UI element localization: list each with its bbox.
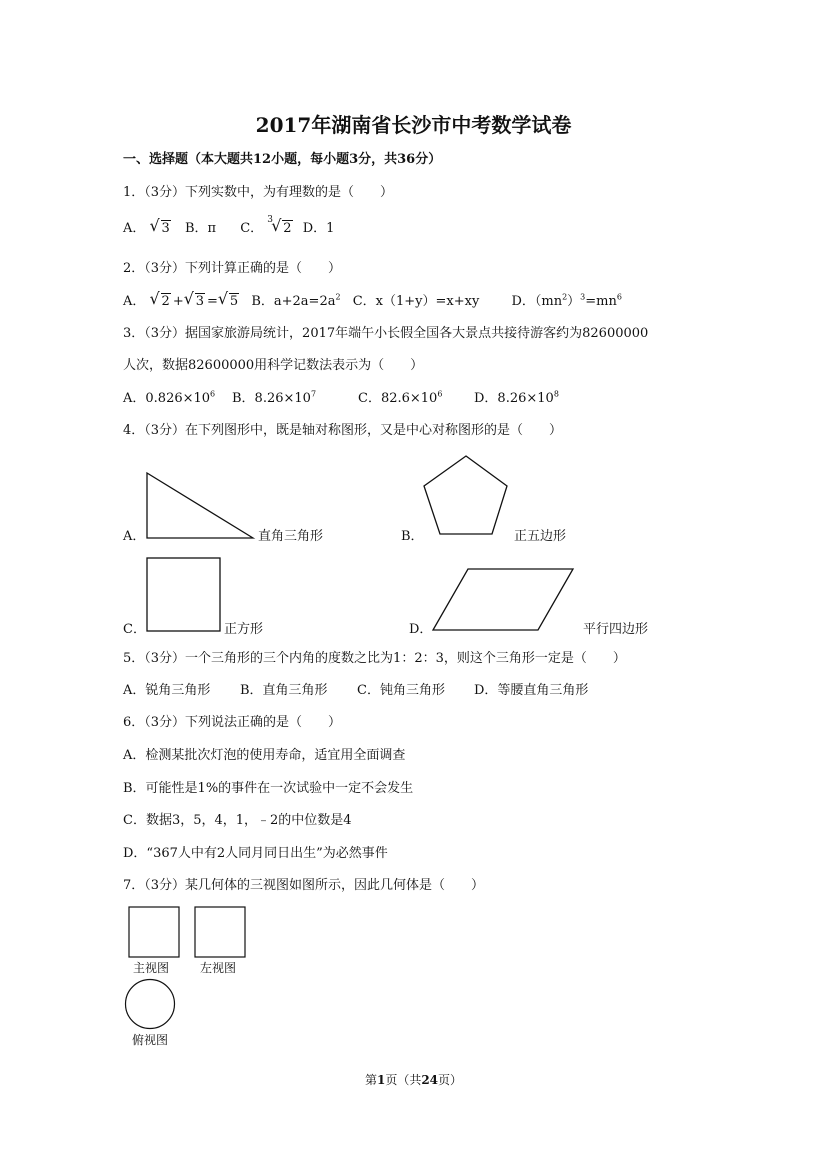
right-triangle-figure (140, 468, 260, 542)
q2-stem: 2．（3分）下列计算正确的是（ ） (123, 261, 342, 276)
q2-radical-3: √ 3 (183, 289, 204, 309)
q5-option-d: D．等腰直角三角形 (474, 683, 589, 698)
q4-option-b-name: 正五边形 (514, 529, 567, 544)
q3-stem-line2: 人次，数据82600000用科学记数法表示为（ ） (123, 358, 424, 373)
left-view-caption: 左视图 (200, 961, 237, 975)
q1-option-c-label: C． (240, 221, 264, 236)
q7-stem: 7．（3分）某几何体的三视图如图所示，因此几何体是（ ） (123, 878, 485, 893)
q4-option-d-label: D． (409, 622, 433, 637)
q3-option-b: B．$8.26\times 10^7$ (232, 389, 317, 406)
q2-option-d: D．$(mn^2)^3=mn^6$ (511, 292, 622, 309)
q6-option-c: C．数据3，5，4，1，﹣2的中位数是4 (123, 813, 352, 828)
q1-options (123, 215, 335, 237)
q4-option-d-name: 平行四边形 (583, 622, 649, 637)
parallelogram-figure (428, 566, 578, 634)
q4-option-a-label: A． (123, 529, 146, 544)
q2-radical-5: √ 5 (217, 289, 239, 309)
q2-options: A． √ 2 + √ 3 = √ 5 B．$a+2a=2a^2$ C．x（1+y）=x+xy D．$(mn^2)^3=mn^6$ (123, 289, 622, 309)
q3-option-a: A．$0.826\times 10^6$ (123, 389, 216, 406)
q6-stem: 6．（3分）下列说法正确的是（ ） (123, 715, 342, 730)
q4-stem: 4．（3分）在下列图形中，既是轴对称图形，又是中心对称图形的是（ ） (123, 423, 563, 438)
front-view-caption: 主视图 (133, 961, 170, 975)
square-figure (143, 555, 225, 635)
page-footer: 第1页（共24页） (364, 1073, 463, 1087)
q4-option-c-label: C． (123, 622, 146, 637)
q3-stem-line1: 3．（3分）据国家旅游局统计，2017年端午小长假全国各大景点共接待游客约为82600000 (123, 326, 649, 341)
q2-option-b: B．$a+2a=2a^2$ (251, 292, 341, 309)
regular-pentagon-figure (418, 453, 514, 539)
q1-option-a-radical: √ 3 (149, 216, 170, 236)
q3-option-d: D．$8.26\times 10^8$ (474, 389, 559, 406)
q1-option-b: B．π (184, 221, 217, 236)
q3-option-c: C．$82.6\times 10^6$ (358, 389, 443, 406)
q1-option-a-label: A． (123, 221, 146, 236)
q6-option-b: B．可能性是1%的事件在一次试验中一定不会发生 (123, 781, 414, 796)
q6-option-d: D．“367人中有2人同月同日出生”为必然事件 (123, 846, 388, 861)
q5-stem: 5．（3分）一个三角形的三个内角的度数之比为1：2：3，则这个三角形一定是（ ） (123, 651, 626, 666)
q1-option-c-cuberoot: 3 √ 2 (267, 215, 292, 236)
q1-stem: 1．（3分）下列实数中，为有理数的是（ ） (123, 185, 394, 200)
q6-option-a: A．检测某批次灯泡的使用寿命，适宜用全面调查 (123, 748, 406, 763)
q4-option-a-name: 直角三角形 (258, 529, 324, 544)
q5-option-b: B．直角三角形 (240, 683, 328, 698)
top-view-circle (123, 979, 179, 1031)
q2-radical-2: √ 2 (149, 289, 170, 309)
q2-option-a-label: A． (123, 294, 146, 309)
left-view-square (194, 906, 248, 960)
q1-option-d: D．1 (302, 221, 335, 236)
q5-option-a: A．锐角三角形 (123, 683, 211, 698)
front-view-square (128, 906, 182, 960)
top-view-caption: 俯视图 (132, 1033, 169, 1047)
q5-option-c: C．钝角三角形 (357, 683, 445, 698)
q4-option-c-name: 正方形 (224, 622, 264, 637)
q2-option-c: C．x（1+y）=x+xy (352, 294, 480, 309)
q4-option-b-label: B． (401, 529, 424, 544)
section-heading: 一、选择题（本大题共12小题，每小题3分，共36分） (123, 152, 442, 167)
paper-title: 2017年湖南省长沙市中考数学试卷 (255, 113, 572, 137)
